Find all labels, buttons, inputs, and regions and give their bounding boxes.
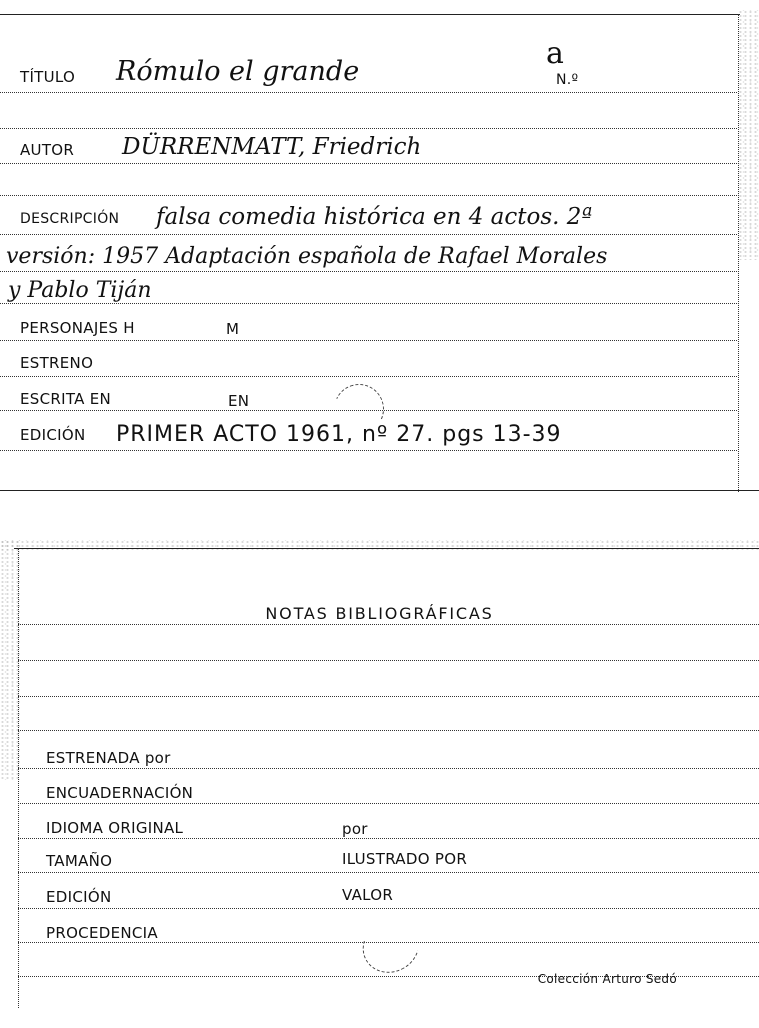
descripcion-line-2-rule [0, 271, 737, 272]
personajes-m-label: M [226, 320, 240, 338]
estrenada-label: ESTRENADA por [46, 749, 171, 767]
por-label: por [342, 820, 368, 838]
numero-label: N.º [556, 72, 579, 88]
notas-bibliograficas-heading: NOTAS BIBLIOGRÁFICAS [265, 604, 494, 623]
card-top-edge [0, 14, 740, 15]
encuadernacion-label: ENCUADERNACIÓN [46, 784, 194, 802]
punch-hole-back [353, 909, 429, 983]
numero-mark: a [546, 36, 564, 71]
notas-line-3 [18, 696, 759, 697]
titulo-line [0, 92, 737, 93]
estreno-label: ESTRENO [20, 354, 94, 372]
blank-line-1 [0, 128, 737, 129]
catalog-card-back [0, 540, 759, 1028]
card-back-top-edge [14, 548, 759, 549]
catalog-card-front [0, 0, 759, 492]
autor-value: DÜRRENMATT, Friedrich [122, 134, 422, 160]
idioma-line [18, 838, 759, 839]
notas-line-4 [18, 730, 759, 731]
scan-speckle-right [738, 10, 759, 260]
encuadernacion-line [18, 803, 759, 804]
card-front-bottom-edge [0, 490, 759, 491]
valor-label: VALOR [342, 886, 394, 904]
autor-label: AUTOR [20, 141, 75, 159]
coleccion-credit: Colección Arturo Sedó [537, 972, 677, 986]
descripcion-label: DESCRIPCIÓN [20, 211, 120, 227]
procedencia-label: PROCEDENCIA [46, 924, 158, 942]
edicion-label: EDICIÓN [20, 426, 86, 444]
descripcion-line-3-rule [0, 303, 737, 304]
tamano-label: TAMAÑO [46, 852, 113, 870]
edicion-back-line [18, 908, 759, 909]
titulo-label: TÍTULO [20, 68, 76, 86]
escrita-en-line [0, 410, 737, 411]
ilustrado-por-label: ILUSTRADO POR [342, 850, 468, 868]
notas-line-1 [18, 624, 759, 625]
en-label: EN [228, 392, 250, 410]
descripcion-line-1: falsa comedia histórica en 4 actos. 2ª [156, 204, 593, 230]
card-right-edge [738, 14, 739, 492]
escrita-en-label: ESCRITA EN [20, 390, 112, 408]
estreno-line [0, 376, 737, 377]
personajes-label: PERSONAJES H [20, 319, 135, 337]
blank-line-2 [0, 195, 737, 196]
edicion-line [0, 450, 737, 451]
descripcion-line-2: versión: 1957 Adaptación española de Rafael Morales [6, 244, 608, 269]
notas-line-2 [18, 660, 759, 661]
descripcion-line-1-rule [0, 234, 737, 235]
titulo-value: Rómulo el grande [116, 56, 360, 87]
scan-speckle-left [0, 540, 20, 780]
edicion-value: PRIMER ACTO 1961, nº 27. pgs 13-39 [116, 422, 562, 447]
idioma-original-label: IDIOMA ORIGINAL [46, 819, 184, 837]
tamano-line [18, 872, 759, 873]
descripcion-line-3: y Pablo Tiján [8, 278, 152, 303]
back-edicion-label: EDICIÓN [46, 888, 112, 906]
estrenada-line [18, 768, 759, 769]
personajes-line [0, 340, 737, 341]
autor-line [0, 163, 737, 164]
